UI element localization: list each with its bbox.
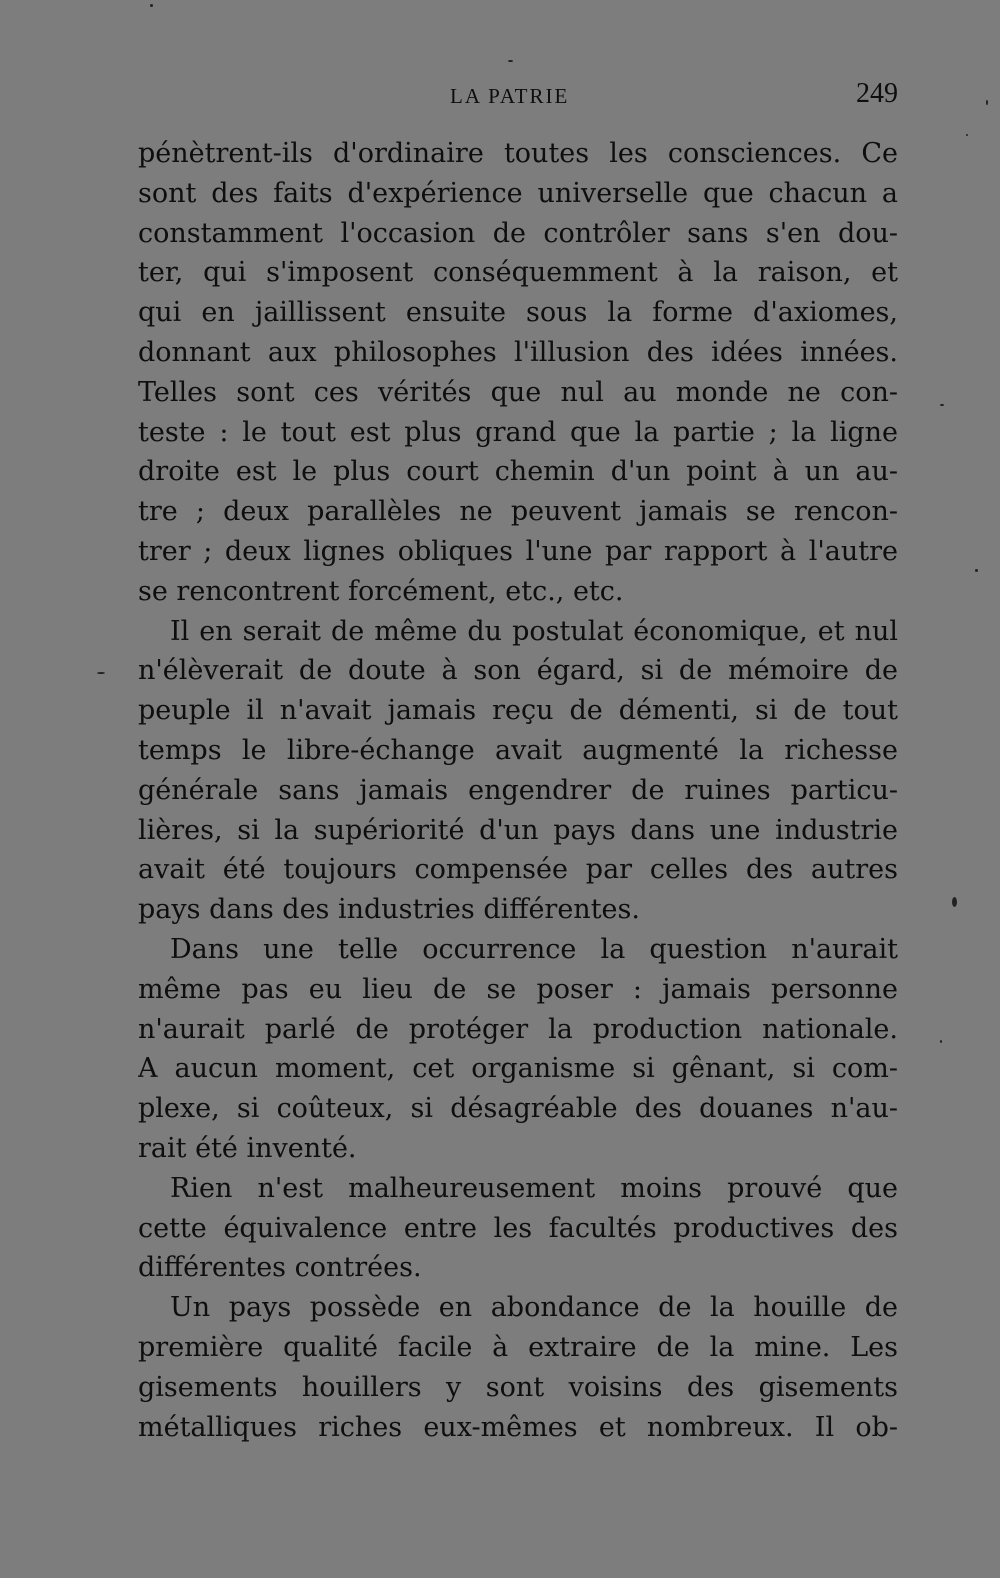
text-line: première qualité facile à extraire de la mine. Les bbox=[138, 1331, 898, 1363]
text-line: n'élèverait de doute à son égard, si de mémoire de bbox=[138, 655, 898, 687]
text-line: teste : le tout est plus grand que la partie ; la ligne bbox=[138, 416, 898, 448]
text-line: Telles sont ces vérités que nul au monde ne con- bbox=[138, 376, 898, 408]
text-line: droite est le plus court chemin d'un point à un au- bbox=[138, 456, 898, 488]
text-line: sont des faits d'expérience universelle que chacun a bbox=[138, 177, 898, 209]
scan-speck bbox=[952, 897, 957, 907]
text-line: lières, si la supériorité d'un pays dans une industrie bbox=[138, 814, 898, 846]
text-line: avait été toujours compensée par celles des autres bbox=[138, 854, 898, 886]
text-line: rait été inventé. bbox=[138, 1132, 357, 1164]
body-text bbox=[138, 134, 898, 1447]
text-line: Il en serait de même du postulat économique, et nul bbox=[170, 615, 898, 647]
scan-speck bbox=[975, 569, 978, 572]
scan-speck bbox=[508, 60, 513, 62]
text-line: temps le libre-échange avait augmenté la richesse bbox=[138, 734, 898, 766]
scan-speck bbox=[150, 4, 153, 7]
text-line: cette équivalence entre les facultés productives des bbox=[138, 1212, 898, 1244]
scan-speck bbox=[986, 100, 988, 105]
text-line: tre ; deux parallèles ne peuvent jamais se rencon- bbox=[138, 496, 898, 528]
text-line: différentes contrées. bbox=[138, 1252, 422, 1284]
text-line: même pas eu lieu de se poser : jamais personne bbox=[138, 973, 898, 1005]
text-line: se rencontrent forcément, etc., etc. bbox=[138, 575, 624, 607]
running-title: LA PATRIE bbox=[450, 84, 570, 108]
text-line: pénètrent-ils d'ordinaire toutes les consciences. Ce bbox=[138, 138, 898, 169]
text-line: peuple il n'avait jamais reçu de démenti, si de tout bbox=[138, 695, 898, 727]
text-line: qui en jaillissent ensuite sous la forme d'axiomes, bbox=[138, 297, 898, 329]
text-line: gisements houillers y sont voisins des gisements bbox=[138, 1371, 898, 1403]
text-line: A aucun moment, cet organisme si gênant, si com- bbox=[138, 1053, 898, 1085]
text-line: Un pays possède en abondance de la houille de bbox=[170, 1292, 898, 1324]
text-line: donnant aux philosophes l'illusion des idées innées. bbox=[138, 336, 898, 368]
running-head bbox=[140, 78, 902, 114]
text-line: plexe, si coûteux, si désagréable des douanes n'au- bbox=[138, 1093, 898, 1125]
scan-speck bbox=[966, 134, 968, 136]
scan-speck bbox=[940, 1040, 942, 1043]
text-line: n'aurait parlé de protéger la production nationale. bbox=[138, 1013, 898, 1045]
text-line: Dans une telle occurrence la question n'aurait bbox=[170, 933, 898, 965]
text-line: ter, qui s'imposent conséquemment à la raison, et bbox=[138, 257, 898, 289]
scan-speck bbox=[940, 404, 944, 406]
page-number: 249 bbox=[856, 78, 898, 109]
text-line: Rien n'est malheureusement moins prouvé que bbox=[170, 1172, 898, 1204]
text-line: générale sans jamais engendrer de ruines particu- bbox=[138, 774, 898, 806]
text-line: trer ; deux lignes obliques l'une par rapport à l'autre bbox=[138, 535, 898, 567]
text-line: pays dans des industries différentes. bbox=[138, 894, 640, 926]
text-line: métalliques riches eux-mêmes et nombreux. Il ob- bbox=[138, 1411, 898, 1443]
scan-speck bbox=[97, 672, 105, 674]
text-line: constamment l'occasion de contrôler sans s'en dou- bbox=[138, 217, 898, 249]
